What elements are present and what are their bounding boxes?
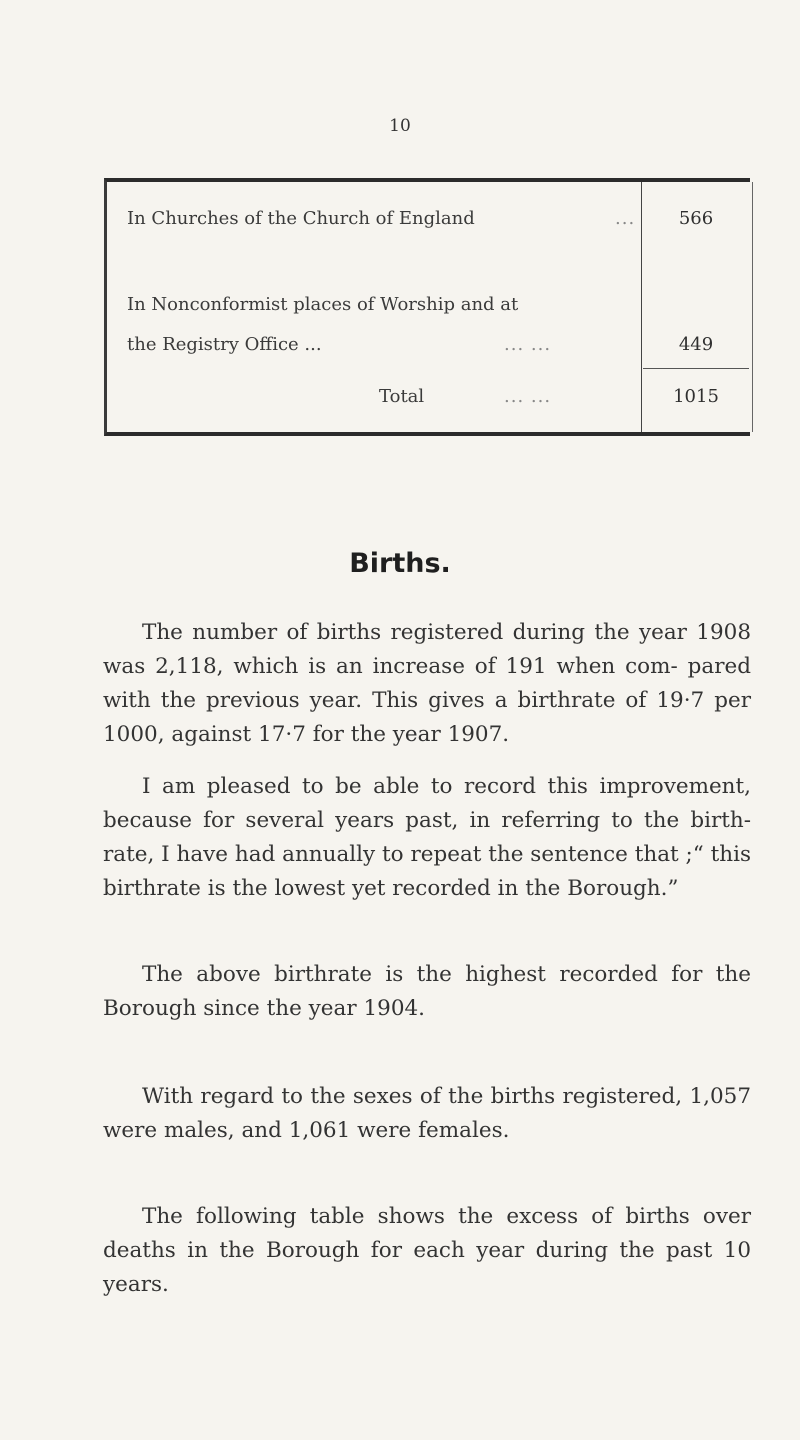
- table-row-church-of-england-leader: ...: [615, 208, 636, 229]
- table-row-nonconformist-value: 449: [678, 334, 714, 355]
- paragraph-births-count: The number of births registered during the year 1908 was 2,118, which is an increase of 191 when com- pared with the previous year. This gives a birthrate of 19·7 per 1000, against 17·7 for the year 1907.: [103, 620, 751, 747]
- table-row-church-of-england-label: In Churches of the Church of England: [127, 208, 475, 229]
- column-divider: [641, 182, 642, 432]
- table-row-nonconformist-leader: ... ...: [504, 334, 552, 355]
- paragraph-sexes: With regard to the sexes of the births registered, 1,057 were males, and 1,061 were females.: [103, 1084, 751, 1143]
- marriages-table: [104, 178, 750, 436]
- table-right-edge: [752, 182, 753, 432]
- table-total-label: Total: [379, 386, 425, 407]
- paragraph-following-table: The following table shows the excess of births over deaths in the Borough for each year during the past 10 years.: [103, 1204, 751, 1297]
- paragraph-improvement: I am pleased to be able to record this improvement, because for several years past, in referring to the birth- rate, I have had annually to repeat the sentence that ;“ this birthrate is the lowest yet recorded in the Borough.”: [103, 774, 751, 901]
- page-number: 10: [389, 116, 411, 136]
- table-total-leader: ... ...: [504, 386, 552, 407]
- table-total-value: 1015: [673, 386, 719, 407]
- table-row-church-of-england-value: 566: [678, 208, 714, 229]
- section-heading-births: Births.: [349, 548, 451, 579]
- subtotal-rule: [643, 368, 749, 369]
- table-row-nonconformist-label-line2: the Registry Office ...: [127, 334, 322, 355]
- paragraph-highest-since: The above birthrate is the highest recorded for the Borough since the year 1904.: [103, 962, 751, 1021]
- table-row-nonconformist-label-line1: In Nonconformist places of Worship and at: [127, 294, 519, 315]
